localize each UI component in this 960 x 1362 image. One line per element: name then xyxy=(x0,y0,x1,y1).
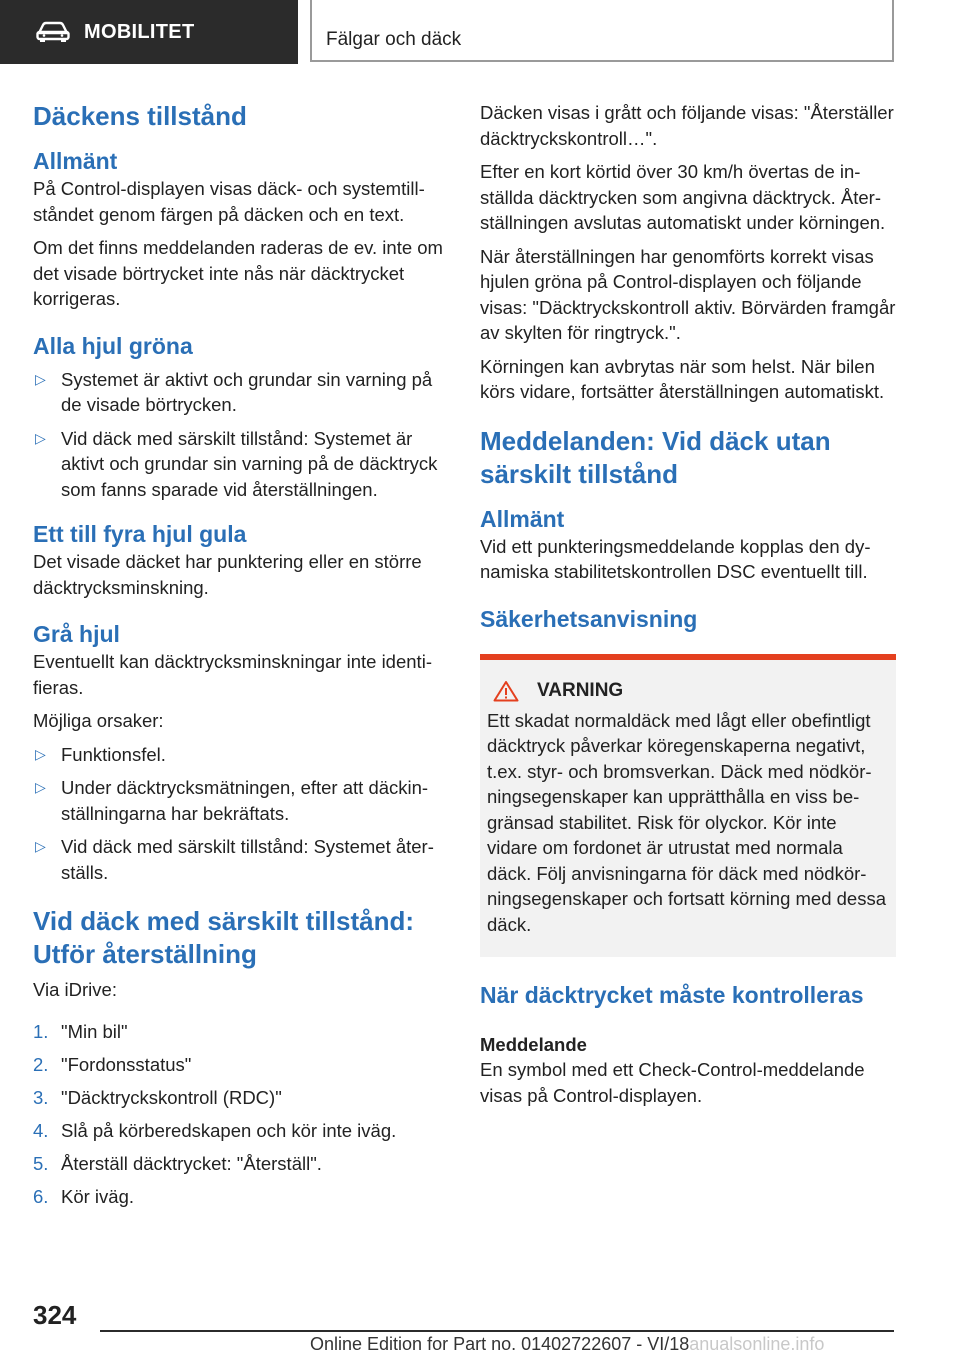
paragraph: På Control-displayen visas däck- och systemtillståndet genom färgen på däcken och en text. xyxy=(33,178,425,225)
section-heading-meddelanden: Meddelanden: Vid däck utan särskilt tillstånd xyxy=(480,425,831,489)
edition-text: Online Edition for Part no. 01402722607 - VI/18 xyxy=(310,1334,690,1354)
step-text: "Däcktryckskontroll (RDC)" xyxy=(61,1086,282,1108)
section-heading-gra-hjul: Grå hjul xyxy=(33,621,120,647)
watermark: anualsonline.info xyxy=(689,1334,825,1354)
step-number: 1. xyxy=(33,1020,49,1042)
list-item xyxy=(33,834,451,885)
section-heading-allmant: Allmänt xyxy=(480,505,565,532)
left-column xyxy=(33,100,451,1217)
bullet-list xyxy=(33,367,451,503)
warning-box xyxy=(480,654,896,958)
right-column xyxy=(480,100,896,1108)
subsection-label: Meddelande xyxy=(480,1034,587,1055)
triangle-bullet-icon: ▷ xyxy=(35,779,46,795)
paragraph: Via iDrive: xyxy=(33,979,117,1000)
step-text: "Min bil" xyxy=(61,1020,128,1042)
triangle-bullet-icon: ▷ xyxy=(35,745,46,762)
step-number: 5. xyxy=(33,1152,49,1174)
section-heading-sakerhetsanvisning: Säkerhetsanvisning xyxy=(480,605,698,632)
step-text: Slå på körberedskapen och kör inte iväg. xyxy=(61,1119,397,1141)
paragraph: En symbol med ett Check-Control-meddelande visas på Control-displayen. xyxy=(480,1059,865,1106)
list-item-text: Funktionsfel. xyxy=(61,743,166,765)
list-item xyxy=(33,1184,451,1210)
section-heading-kontroll: När däcktrycket måste kontrolleras xyxy=(480,982,864,1008)
chapter-title: Fälgar och däck xyxy=(326,29,462,50)
paragraph: Det visade däcket har punktering eller en större däcktrycksminskning. xyxy=(33,551,422,598)
list-item xyxy=(33,1085,451,1111)
list-item xyxy=(33,426,451,503)
step-number: 6. xyxy=(33,1185,49,1207)
paragraph: Efter en kort körtid över 30 km/h övertas de inställda däcktrycken som angivna däcktryck. Återställningen avslutas automatiskt under körningen. xyxy=(480,161,886,233)
page-title: Däckens tillstånd xyxy=(33,101,247,131)
page-number: 324 xyxy=(33,1300,77,1330)
list-item xyxy=(33,1151,451,1177)
list-item xyxy=(33,1019,451,1045)
warning-header xyxy=(487,680,890,702)
step-number: 2. xyxy=(33,1053,49,1075)
list-item xyxy=(33,367,451,418)
list-item-text: Systemet är aktivt och grundar sin varning på de visade börtrycken. xyxy=(61,368,433,415)
list-item xyxy=(33,742,451,768)
page-header xyxy=(0,0,960,66)
list-item xyxy=(33,1118,451,1144)
section-label: MOBILITET xyxy=(84,20,195,43)
footer-edition xyxy=(310,1334,824,1355)
list-item-text: Vid däck med särskilt tillstånd: Systemet är aktivt och grundar sin varning på de däcktryck som fanns sparade vid återställningen. xyxy=(61,427,438,500)
footer-divider xyxy=(100,1330,894,1332)
paragraph: Körningen kan avbrytas när som helst. När bilen körs vidare, fortsätter återställningen automatiskt. xyxy=(480,355,885,402)
paragraph: Däcken visas i grått och följande visas: "Återställer däcktryckskontroll…". xyxy=(480,102,894,149)
bullet-list xyxy=(33,742,451,886)
section-heading-gula: Ett till fyra hjul gula xyxy=(33,521,247,547)
section-heading-allmant: Allmänt xyxy=(33,148,118,174)
paragraph: Möjliga orsaker: xyxy=(33,710,164,731)
paragraph: Om det finns meddelanden raderas de ev. inte om det visade börtrycket inte nås när däcktrycket korrigeras. xyxy=(33,237,443,309)
list-item xyxy=(33,1052,451,1078)
step-text: Återställ däcktrycket: "Återställ". xyxy=(61,1152,322,1174)
triangle-bullet-icon: ▷ xyxy=(35,838,46,854)
step-number: 3. xyxy=(33,1086,49,1108)
triangle-bullet-icon: ▷ xyxy=(35,429,46,446)
triangle-bullet-icon: ▷ xyxy=(35,370,46,387)
section-heading-aterstallning: Vid däck med särskilt tillstånd: Utför återställning xyxy=(33,906,414,969)
step-number: 4. xyxy=(33,1119,49,1141)
car-icon xyxy=(36,21,70,43)
section-tab xyxy=(0,0,298,64)
paragraph: När återställningen har genomförts korrekt visas hjulen gröna på Control-displayen och följande visas: "Däcktryckskontroll aktiv. Börvärden framgår av skylten för ringtryck.". xyxy=(480,245,896,343)
paragraph: Vid ett punkteringsmeddelande kopplas den dynamiska stabilitetskontrollen DSC eventuellt till. xyxy=(480,535,871,582)
list-item-text: Under däcktrycksmätningen, efter att däckinställningarna har bekräftats. xyxy=(61,777,429,824)
warning-triangle-icon xyxy=(493,680,519,702)
paragraph: Eventuellt kan däcktrycksminskningar inte identifieras. xyxy=(33,651,432,698)
warning-text: Ett skadat normaldäck med lågt eller obefintligt däcktryck påverkar köregenskaperna negativt, t.ex. styr- och bromsverkan. Däck med nödkörningsegenskaper kan upprätthålla en viss begränsad stabilitet. Risk för olyckor. Kör inte vidare om fordonet är utrustat med normala däck. Följ anvisningarna för däck med nödkörningsegenskaper och fortsatt körning med dessa däck. xyxy=(487,709,887,935)
chapter-tab xyxy=(310,0,894,62)
warning-title: VARNING xyxy=(537,679,624,701)
list-item xyxy=(33,775,451,826)
step-text: Kör iväg. xyxy=(61,1185,135,1207)
section-heading-alla-hjul-grona: Alla hjul gröna xyxy=(33,332,193,359)
numbered-list xyxy=(33,1019,451,1210)
list-item-text: Vid däck med särskilt tillstånd: Systemet återställs. xyxy=(61,836,434,883)
step-text: "Fordonsstatus" xyxy=(61,1053,192,1075)
